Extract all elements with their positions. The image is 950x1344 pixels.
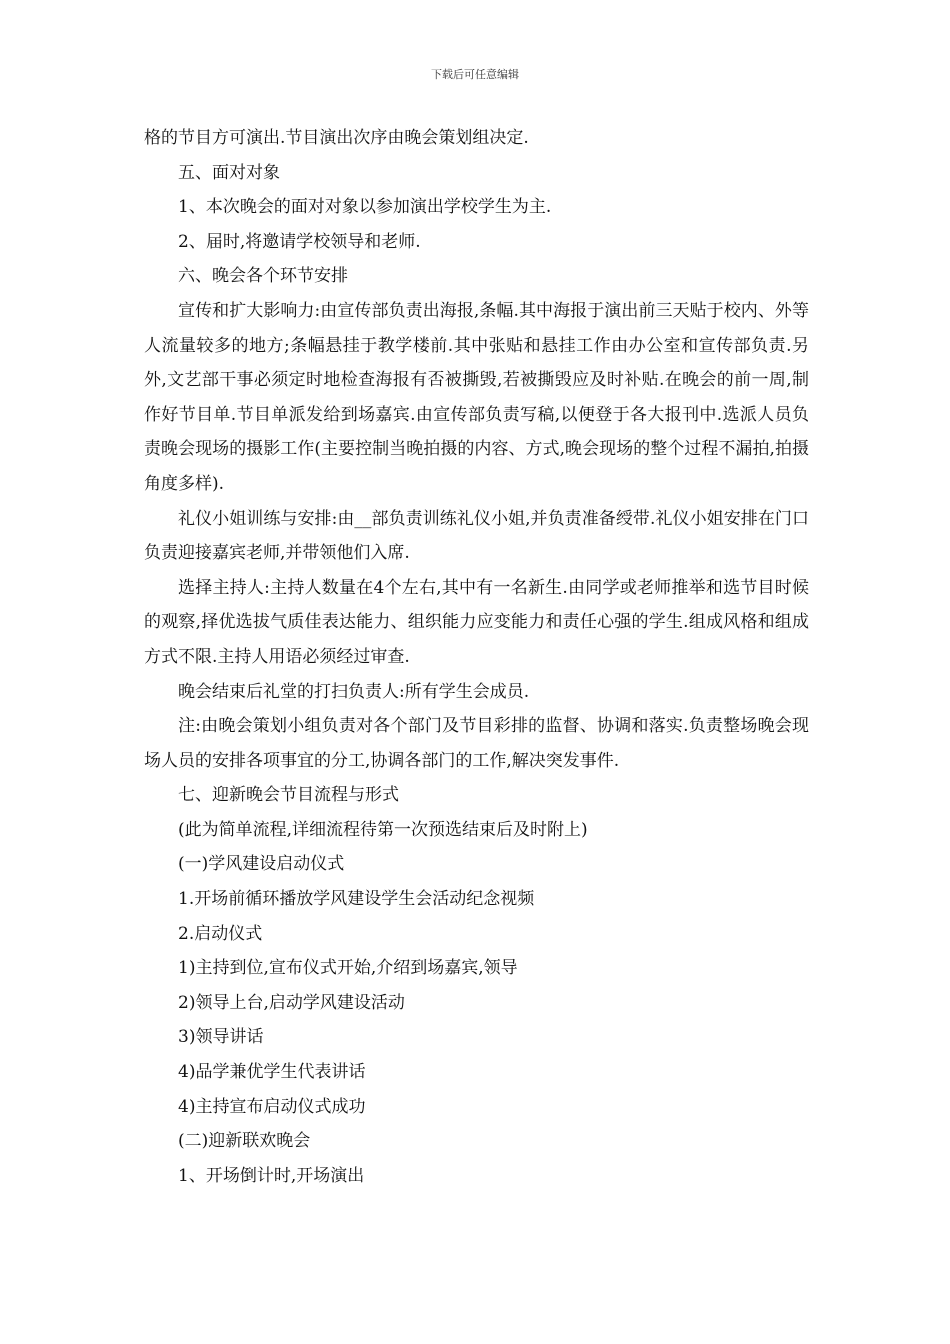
paragraph: (二)迎新联欢晚会 — [178, 1131, 311, 1152]
paragraph: 宣传和扩大影响力:由宣传部负责出海报,条幅.其中海报于演出前三天贴于校内、外等人流量较多的地方;条幅悬挂于教学楼前.其中张贴和悬挂工作由办公室和宣传部负责.另外,文艺部干事必须定时地检查海报有否被撕毁,若被撕毁应及时补贴.在晚会的前一周,制作好节目单.节目单派发给到场嘉宾.由宣传部负责写稿,以便登于各大报刊中.选派人员负责晚会现场的摄影工作(主要控制当晚拍摄的内容、方式,晚会现场的整个过程不漏拍,拍摄角度多样). — [144, 300, 809, 494]
page-header: 下载后可任意编辑 — [431, 68, 519, 81]
paragraph: 2)领导上台,启动学风建设活动 — [178, 992, 405, 1013]
paragraph: 六、晚会各个环节安排 — [178, 266, 348, 287]
paragraph: 礼仪小姐训练与安排:由__部负责训练礼仪小姐,并负责准备绶带.礼仪小姐安排在门口负责迎接嘉宾老师,并带领他们入席. — [144, 508, 809, 564]
paragraph: 注:由晚会策划小组负责对各个部门及节目彩排的监督、协调和落实.负责整场晚会现场人员的安排各项事宜的分工,协调各部门的工作,解决突发事件. — [144, 716, 809, 771]
paragraph: 1、开场倒计时,开场演出 — [178, 1165, 365, 1186]
paragraph: 1、本次晚会的面对对象以参加演出学校学生为主. — [178, 197, 552, 218]
paragraph: 4)主持宣布启动仪式成功 — [178, 1096, 366, 1117]
paragraph: 晚会结束后礼堂的打扫负责人:所有学生会成员. — [178, 681, 530, 702]
paragraph: (此为简单流程,详细流程待第一次预选结束后及时附上) — [178, 819, 588, 840]
paragraph: 1)主持到位,宣布仪式开始,介绍到场嘉宾,领导 — [178, 958, 518, 979]
paragraph: (一)学风建设启动仪式 — [178, 854, 345, 875]
paragraph: 1.开场前循环播放学风建设学生会活动纪念视频 — [178, 889, 535, 910]
document-body — [144, 121, 809, 1193]
paragraph: 2.启动仪式 — [178, 923, 263, 944]
paragraph: 七、迎新晚会节目流程与形式 — [178, 785, 399, 806]
paragraph: 格的节目方可演出.节目演出次序由晚会策划组决定. — [144, 128, 529, 148]
paragraph: 选择主持人:主持人数量在4个左右,其中有一名新生.由同学或老师推举和选节目时候的观察,择优选拔气质佳表达能力、组织能力应变能力和责任心强的学生.组成风格和组成方式不限.主持人用语必须经过审查. — [144, 577, 809, 667]
paragraph: 4)品学兼优学生代表讲话 — [178, 1062, 366, 1083]
paragraph: 3)领导讲话 — [178, 1027, 264, 1048]
paragraph: 五、面对对象 — [178, 162, 280, 183]
paragraph: 2、届时,将邀请学校领导和老师. — [178, 231, 421, 252]
